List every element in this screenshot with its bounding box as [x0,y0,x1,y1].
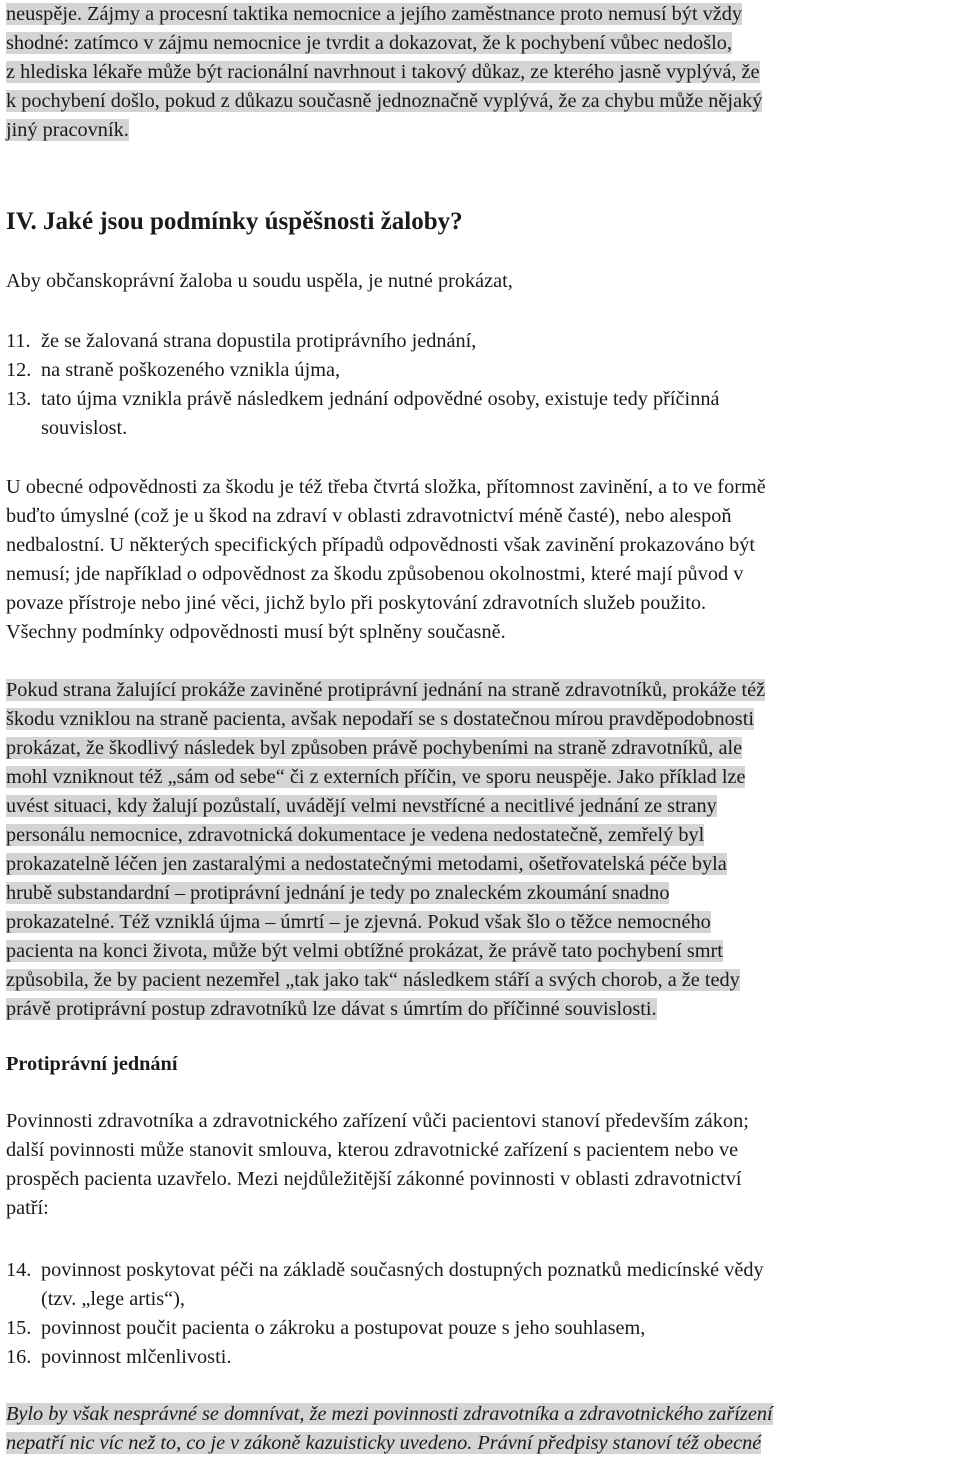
highlighted-text: prokazatelné. Též vzniklá újma – úmrtí – je zjevná. Pokud však šlo o těžce nemocného [6,911,711,933]
highlighted-text: hrubě substandardní – protiprávní jednání je tedy po znaleckém zkoumání snadno [6,882,670,904]
highlighted-text: prokázat, že škodlivý následek byl způsoben právě pochybeními na straně zdravotníků, ale [6,737,743,759]
text-line: U obecné odpovědnosti za škodu je též třeba čtvrtá složka, přítomnost zavinění, a to ve formě [6,476,766,498]
paragraph-example [6,676,956,1024]
list-number: 16. [6,1346,32,1368]
highlighted-text: nepatří nic víc než to, co je v zákoně kazuisticky uvedeno. Právní předpisy stanoví též obecné [6,1432,762,1454]
text-line [6,879,956,908]
list-number: 14. [6,1259,32,1281]
list-item-text: povinnost mlčenlivosti. [41,1346,232,1368]
text-line [6,676,956,705]
text-line [6,1400,956,1429]
highlighted-text: jiný pracovník. [6,119,129,141]
list-item-text: na straně poškozeného vznikla újma, [41,359,341,381]
text-line [6,908,956,937]
intro-text: Aby občanskoprávní žaloba u soudu uspěla, je nutné prokázat, [6,270,513,292]
highlighted-text: Bylo by však nesprávné se domnívat, že mezi povinnosti zdravotníka a zdravotnického zařízení [6,1403,773,1425]
list-number: 12. [6,359,32,381]
paragraph-bottom [6,1400,956,1458]
highlighted-text: škodu vzniklou na straně pacienta, avšak nepodaří se s dostatečnou mírou pravděpodobnosti [6,708,754,730]
text-line [6,850,956,879]
paragraph-duties [6,1107,956,1223]
highlighted-text: k pochybení došlo, pokud z důkazu současně jednoznačně vyplývá, že za chybu může nějaký [6,90,763,112]
list-item [6,1343,956,1372]
text-line [6,821,956,850]
text-line: Všechny podmínky odpovědnosti musí být splněny současně. [6,621,506,643]
text-line [6,937,956,966]
text-line [6,966,956,995]
paragraph-top [6,0,956,145]
text-line: patří: [6,1197,49,1219]
list-number: 13. [6,388,32,410]
section-heading: IV. Jaké jsou podmínky úspěšnosti žaloby? [6,208,463,235]
text-line [6,792,956,821]
text-line [6,705,956,734]
text-line: nemusí; jde například o odpovědnost za škodu způsobenou okolnostmi, které mají původ v [6,563,744,585]
highlighted-text: právě protiprávní postup zdravotníků lze dávat s úmrtím do příčinné souvislosti. [6,998,657,1020]
paragraph-fault [6,473,956,647]
text-line [6,0,956,29]
highlighted-text: Pokud strana žalující prokáže zaviněné protiprávní jednání na straně zdravotníků, prokáže též [6,679,766,701]
subheading: Protiprávní jednání [6,1053,178,1075]
highlighted-text: prokazatelně léčen jen zastaralými a nedostatečnými metodami, ošetřovatelská péče byla [6,853,727,875]
highlighted-text: neuspěje. Zájmy a procesní taktika nemocnice a jejího zaměstnance proto nemusí být vždy [6,3,743,25]
list-item [6,356,956,385]
text-line: prospěch pacienta uzavřelo. Mezi nejdůležitější zákonné povinnosti v oblasti zdravotnictví [6,1168,742,1190]
highlighted-text: pacienta na konci života, může být velmi obtížné prokázat, že právě tato pochybení smrt [6,940,723,962]
duties-list [6,1256,956,1372]
text-line: nedbalostní. U některých specifických případů odpovědnosti však zavinění prokazováno být [6,534,756,556]
highlighted-text: mohl vzniknout též „sám od sebe“ či z externích příčin, ve sporu neuspěje. Jako příklad lze [6,766,746,788]
list-item-text: (tzv. „lege artis“), [41,1288,185,1310]
list-item [6,385,956,443]
text-line: buďto úmyslné (což je u škod na zdraví v oblasti zdravotnictví méně časté), nebo alespoň [6,505,732,527]
text-line [6,29,956,58]
text-line [6,1429,956,1458]
highlighted-text: uvést situaci, kdy žalují pozůstalí, uvádějí velmi nevstřícné a necitlivé jednání ze strany [6,795,717,817]
list-number: 11. [6,330,31,352]
list-item-text: souvislost. [41,417,128,439]
list-item [6,1256,956,1314]
list-item [6,1314,956,1343]
highlighted-text: personálu nemocnice, zdravotnická dokumentace je vedena nedostatečně, zemřelý byl [6,824,705,846]
highlighted-text: z hlediska lékaře může být racionální navrhnout i takový důkaz, ze kterého jasně vyplývá, že [6,61,760,83]
highlighted-text: způsobila, že by pacient nezemřel „tak jako tak“ následkem stáří a svých chorob, a že tedy [6,969,740,991]
list-item [6,327,956,356]
list-item-text: povinnost poučit pacienta o zákroku a postupovat pouze s jeho souhlasem, [41,1317,646,1339]
list-item-text: povinnost poskytovat péči na základě současných dostupných poznatků medicínské vědy [41,1259,764,1281]
text-line [6,58,956,87]
conditions-list [6,327,956,443]
text-line [6,87,956,116]
text-line [6,995,956,1024]
list-item-text: tato újma vznikla právě následkem jednání odpovědné osoby, existuje tedy příčinná [41,388,720,410]
text-line: další povinnosti může stanovit smlouva, kterou zdravotnické zařízení s pacientem nebo ve [6,1139,739,1161]
text-line [6,763,956,792]
text-line: Povinnosti zdravotníka a zdravotnického zařízení vůči pacientovi stanoví především zákon; [6,1110,749,1132]
text-line [6,734,956,763]
highlighted-text: shodné: zatímco v zájmu nemocnice je tvrdit a dokazovat, že k pochybení vůbec nedošlo, [6,32,732,54]
text-line: povaze přístroje nebo jiné věci, jichž bylo při poskytování zdravotních služeb použito. [6,592,707,614]
text-line [6,116,956,145]
list-item-text: že se žalovaná strana dopustila protiprávního jednání, [41,330,477,352]
list-number: 15. [6,1317,32,1339]
